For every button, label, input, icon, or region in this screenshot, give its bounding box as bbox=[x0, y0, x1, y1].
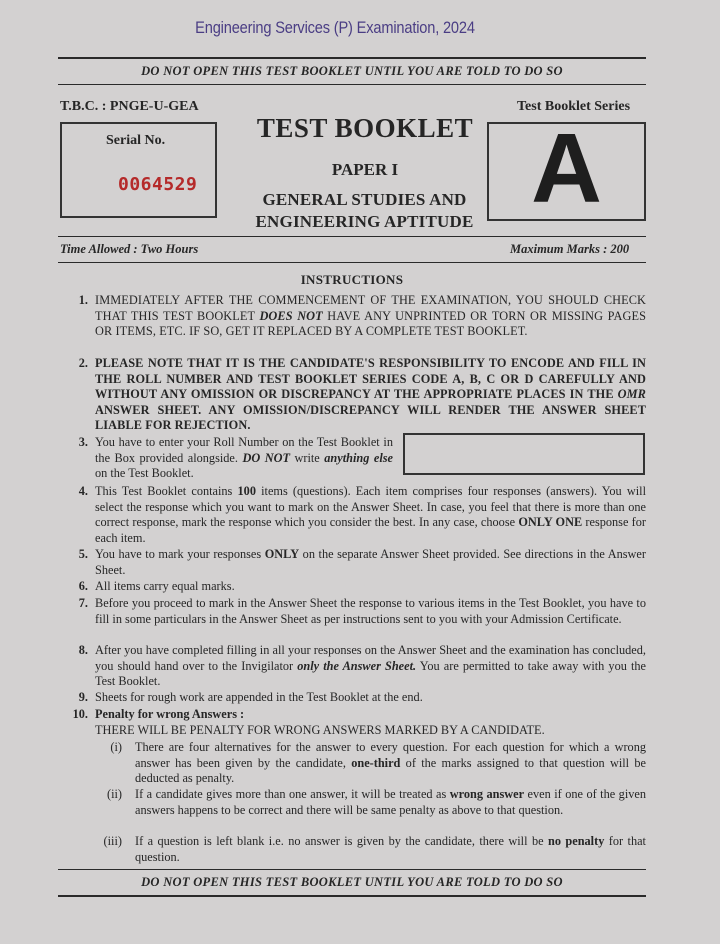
maximum-marks: Maximum Marks : 200 bbox=[510, 242, 630, 256]
item-number: 9. bbox=[78, 690, 88, 704]
paper-number: PAPER I bbox=[331, 160, 399, 179]
subject-title bbox=[222, 189, 507, 233]
item-number: 1. bbox=[78, 293, 88, 307]
item-text: You have to enter your Roll Number on the Test Booklet in the Box provided alongside. DO NOT write anything else on the Test Booklet. bbox=[95, 435, 394, 480]
footer-rule-lower bbox=[58, 895, 646, 897]
top-rule-lower bbox=[58, 84, 646, 85]
item-text: You have to mark your responses ONLY on the separate Answer Sheet provided. See directions in the Answer Sheet. bbox=[95, 547, 646, 577]
top-rule bbox=[58, 57, 646, 59]
time-allowed: Time Allowed : Two Hours bbox=[60, 242, 199, 256]
sub-item-number: (i) bbox=[110, 740, 122, 754]
item-number: 10. bbox=[72, 707, 88, 721]
booklet-title: TEST BOOKLET bbox=[256, 113, 474, 143]
series-code-box bbox=[487, 113, 646, 223]
sub-item-number: (ii) bbox=[106, 787, 122, 801]
item-text: IMMEDIATELY AFTER THE COMMENCEMENT OF THE EXAMINATION, YOU SHOULD CHECK THAT THIS TEST BOOKLET DOES NOT HAVE ANY UNPRINTED OR TORN OR MISSING PAGES OR ITEMS, ETC. IF SO, GET IT REPLACED BY A COMPLETE TEST BOOKLET. bbox=[95, 293, 647, 338]
header-rule bbox=[58, 236, 646, 237]
series-label: Test Booklet Series bbox=[517, 99, 631, 114]
instructions-heading: INSTRUCTIONS bbox=[300, 272, 404, 287]
item-text: After you have completed filling in all your responses on the Answer Sheet and the examination has concluded, you should hand over to the Invigilator only the Answer Sheet. You are permitted to take away with you the Test Booklet. bbox=[95, 643, 647, 688]
test-booklet-code: T.B.C. : PNGE-U-GEA bbox=[60, 99, 199, 114]
item-text: This Test Booklet contains 100 items (questions). Each item comprises four responses (answers). You will select the response which you want to mark on the Answer Sheet. In case, you feel that there is more than one correct response, mark the response which you consider the best. In any case, choose ONLY ONE response for each item. bbox=[95, 484, 646, 545]
item-number: 3. bbox=[78, 435, 88, 449]
item-number: 7. bbox=[78, 596, 88, 610]
series-letter: A bbox=[531, 113, 602, 223]
item-text: Before you proceed to mark in the Answer Sheet the response to various items in the Test Booklet, you have to fill in some particulars in the Answer Sheet as per instructions sent to you with your Admission Certificate. bbox=[95, 596, 646, 626]
item-text: All items carry equal marks. bbox=[95, 579, 235, 593]
exam-title: Engineering Services (P) Examination, 2024 bbox=[195, 18, 475, 37]
serial-number-box bbox=[60, 122, 217, 218]
serial-number: 0064529 bbox=[118, 174, 198, 195]
sub-item-number: (iii) bbox=[103, 834, 122, 848]
item-number: 2. bbox=[78, 356, 88, 370]
sub-item-text: There are four alternatives for the answer to every question. For each question for which a wrong answer has been given by the candidate, one-third of the marks assigned to that question will be deducted as penalty. bbox=[135, 740, 646, 785]
item-number: 6. bbox=[78, 579, 88, 593]
item-text: Sheets for rough work are appended in the Test Booklet at the end. bbox=[95, 690, 423, 704]
subject-line-1: GENERAL STUDIES AND bbox=[262, 190, 467, 209]
serial-label: Serial No. bbox=[106, 133, 166, 148]
penalty-caps-line: THERE WILL BE PENALTY FOR WRONG ANSWERS MARKED BY A CANDIDATE. bbox=[95, 723, 545, 737]
item-text: PLEASE NOTE THAT IT IS THE CANDIDATE'S RESPONSIBILITY TO ENCODE AND FILL IN THE ROLL NUMBER AND TEST BOOKLET SERIES CODE A, B, C OR D CAREFULLY AND WITHOUT ANY OMISSION OR DISCREPANCY AT THE APPROPRIATE PLACES IN THE OMR ANSWER SHEET. ANY OMISSION/DISCREPANCY WILL RENDER THE ANSWER SHEET LIABLE FOR REJECTION. bbox=[95, 356, 646, 432]
sub-item-text: If a candidate gives more than one answer, it will be treated as wrong answer even if one of the given answers happens to be correct and there will be same penalty as above to that question. bbox=[135, 787, 646, 817]
roll-number-box[interactable] bbox=[403, 433, 645, 475]
item-number: 8. bbox=[78, 643, 88, 657]
item-number: 4. bbox=[78, 484, 88, 498]
do-not-open-banner-top: DO NOT OPEN THIS TEST BOOKLET UNTIL YOU ARE TOLD TO DO SO bbox=[141, 64, 563, 78]
do-not-open-banner-bottom: DO NOT OPEN THIS TEST BOOKLET UNTIL YOU ARE TOLD TO DO SO bbox=[141, 875, 563, 889]
header-rule-lower bbox=[58, 262, 646, 263]
penalty-title: Penalty for wrong Answers : bbox=[95, 707, 245, 721]
subject-line-2: ENGINEERING APTITUDE bbox=[255, 212, 474, 231]
item-number: 5. bbox=[78, 547, 88, 561]
footer-rule bbox=[58, 869, 646, 870]
sub-item-text: If a question is left blank i.e. no answer is given by the candidate, there will be no penalty for that question. bbox=[135, 834, 646, 864]
